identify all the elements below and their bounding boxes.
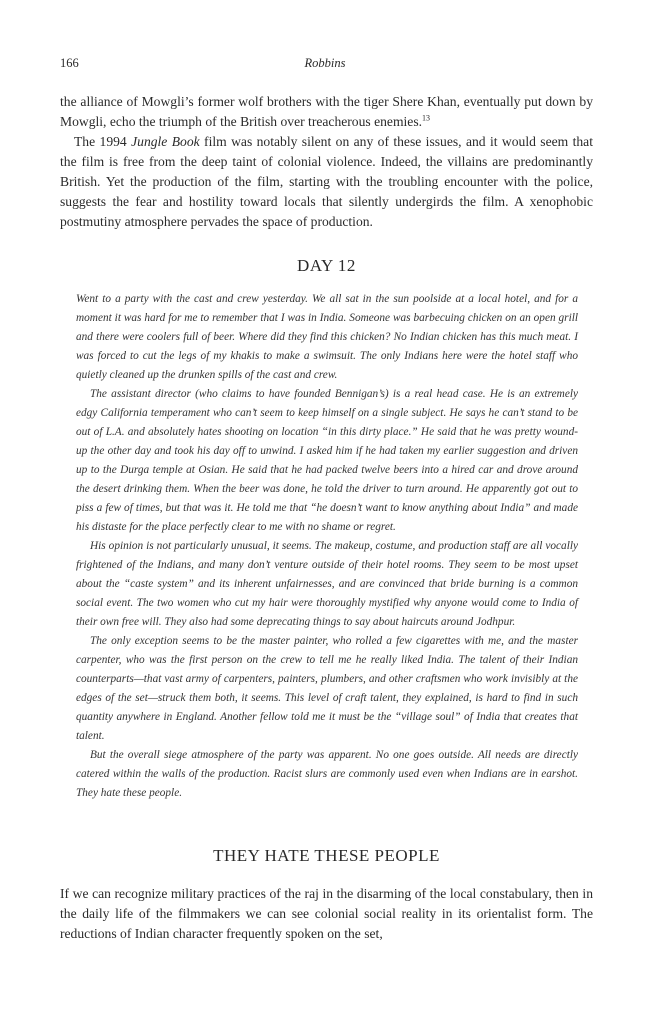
intro-paragraph-1: the alliance of Mowgli’s former wolf brothers with the tiger Shere Khan, eventually put down by Mowgli, echo the triumph of the British over treacherous enemies.$^{13}$: [60, 94, 593, 129]
running-head: [60, 56, 590, 72]
page-number: 166: [60, 56, 79, 70]
running-title: Robbins: [304, 56, 346, 70]
journal-paragraph: Went to a party with the cast and crew yesterday. We all sat in the sun poolside at a local hotel, and for a moment it was hard for me to remember that I was in India. Someone was barbecuing chicken on an open grill and there were coolers full of beer. Where did they find this chicken? No Indian chicken has this much meat. I was forced to cut the legs of my khakis to make a swimsuit. The only Indians here were the hotel staff who quietly cleaned up the drunken spills of the cast and crew.: [76, 293, 578, 381]
journal-paragraph: But the overall siege atmosphere of the party was apparent. No one goes outside. All needs are directly catered within the walls of the production. Racist slurs are commonly used even when Indians are in earshot. They hate these people.: [76, 749, 578, 799]
day-heading: DAY 12: [297, 256, 356, 275]
intro-text: [60, 92, 593, 232]
intro-paragraph-2: The 1994 Jungle Book film was notably silent on any of these issues, and it would seem that the film is free from the deep taint of colonial violence. Indeed, the villains are predominantly British. Yet the production of the film, starting with the troubling encounter with the police, suggests the fear and hostility toward locals that silently undergirds the film. A xenophobic postmutiny atmosphere pervades the space of production.: [60, 134, 593, 229]
film-title: Jungle Book: [131, 134, 200, 149]
journal-paragraph: The only exception seems to be the master painter, who rolled a few cigarettes with me, and the master carpenter, who was the first person on the crew to tell me he really liked India. The talent of their Indian counterparts—that vast army of carpenters, painters, plumbers, and other craftsmen who work invisibly at the edges of the set—struck them both, it seems. This level of craft talent, they explained, is hard to find in such quantity anywhere in England. Another fellow told me it must be the “village soul” of India that creates that talent.: [76, 635, 578, 742]
closing-text: [60, 884, 593, 944]
journal-paragraph: The assistant director (who claims to have founded Bennigan’s) is a real head case. He is an extremely edgy California temperament who can’t seem to keep himself on a single subject. He says he can’t stand to be out of L.A. and absolutely hates shooting on location “in this dirty place.” He said that he was pretty wound-up the other day and took his day off to unwind. I asked him if he had taken my earlier suggestion and driven up to the Durga temple at Osian. He said that he had packed twelve beers into a hired car and drove around the desert drinking them. When the beer was done, he told the driver to turn around. He apparently got out to piss a few of times, but that was it. He told me that “he doesn’t want to know anything about India” and made his distaste for the place perfectly clear to me with no shame or regret.: [76, 388, 578, 533]
journal-paragraph: His opinion is not particularly unusual, it seems. The makeup, costume, and production staff are all vocally frightened of the Indians, and many don’t venture outside of their hotel rooms. They seem to be most upset about the “caste system” and its inherent unfairnesses, and are convinced that bride burning is a common social event. The two women who cut my hair were thoroughly mystified why anyone would come to India of their own free will. They also had some deprecating things to say about haircuts around Jodhpur.: [76, 540, 578, 628]
footnote-marker: 13: [422, 113, 431, 123]
section-heading: THEY HATE THESE PEOPLE: [213, 846, 440, 865]
closing-paragraph: If we can recognize military practices of the raj in the disarming of the local constabulary, then in the daily life of the filmmakers we can see colonial social reality in its orientalist form. The reductions of Indian character frequently spoken on the set,: [60, 886, 593, 941]
journal-excerpt: [76, 290, 578, 803]
